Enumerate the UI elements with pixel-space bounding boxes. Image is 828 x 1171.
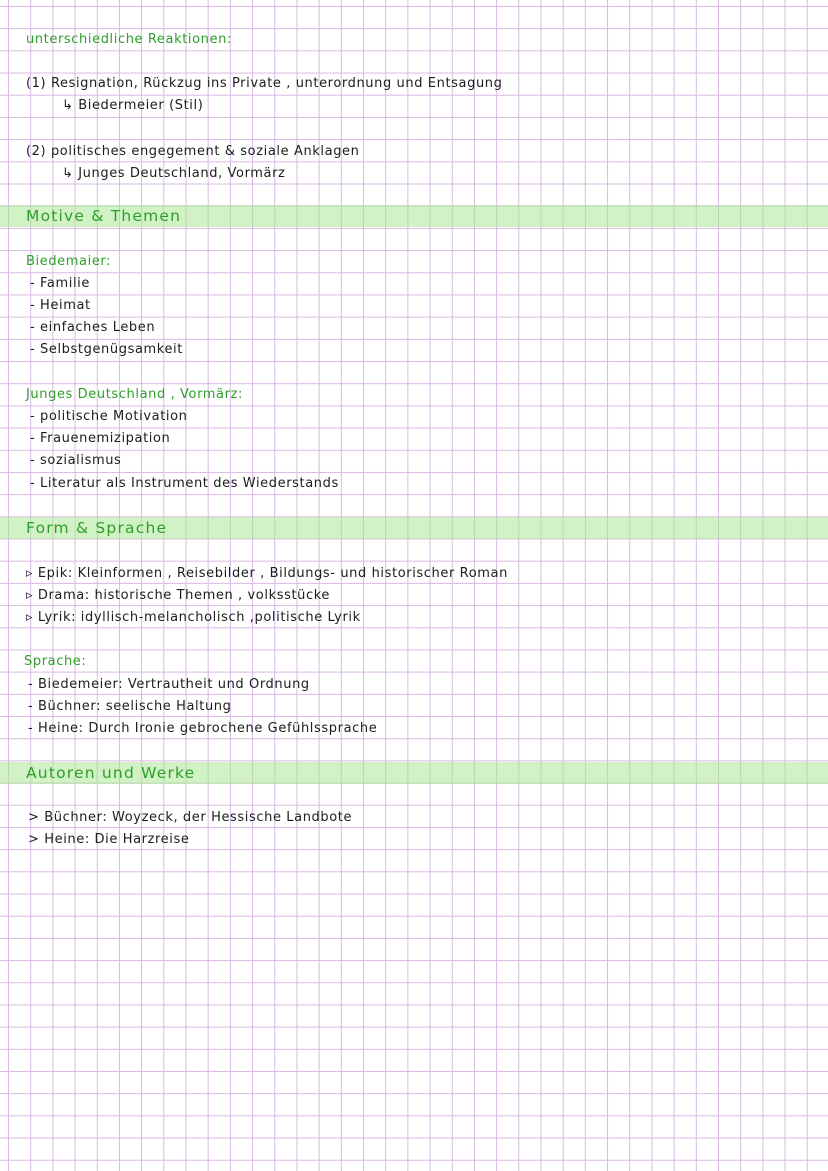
reaction-item-1: (1) Resignation, Rückzug ins Private , unterordnung und Entsagung xyxy=(26,76,503,91)
section-band-form xyxy=(0,517,828,539)
motive-title: Motive & Themen xyxy=(26,207,182,225)
jd-item: - Frauenemizipation xyxy=(30,431,171,446)
reaction-item-2: (2) politisches engegement & soziale Anklagen xyxy=(26,144,360,159)
reaction-item-1-sub: ↳ Biedermeier (Stil) xyxy=(62,98,204,113)
section-band-autoren xyxy=(0,762,828,784)
form-item: ▹ Lyrik: idyllisch-melancholisch ,politische Lyrik xyxy=(26,610,361,625)
jd-item: - Literatur als Instrument des Wiederstands xyxy=(30,476,339,491)
sprache-item: - Biedemeier: Vertrautheit und Ordnung xyxy=(28,677,310,692)
jd-item: - politische Motivation xyxy=(30,409,188,424)
sprache-item: - Heine: Durch Ironie gebrochene Gefühlssprache xyxy=(28,721,378,736)
sprache-item: - Büchner: seelische Haltung xyxy=(28,699,232,714)
autoren-item: > Büchner: Woyzeck, der Hessische Landbote xyxy=(28,810,353,825)
reactions-heading: unterschiedliche Reaktionen: xyxy=(26,32,232,47)
biedermeier-item: - Selbstgenügsamkeit xyxy=(30,342,183,357)
reaction-item-2-sub: ↳ Junges Deutschland, Vormärz xyxy=(62,166,286,181)
sprache-heading: Sprache: xyxy=(24,654,87,669)
jd-heading: Junges Deutschland , Vormärz: xyxy=(26,387,243,402)
jd-item: - sozialismus xyxy=(30,453,122,468)
biedermeier-item: - einfaches Leben xyxy=(30,320,156,335)
biedermeier-item: - Heimat xyxy=(30,298,91,313)
form-title: Form & Sprache xyxy=(26,519,168,537)
form-item: ▹ Drama: historische Themen , volksstücke xyxy=(26,588,330,603)
section-band-motive xyxy=(0,205,828,227)
form-item: ▹ Epik: Kleinformen , Reisebilder , Bildungs- und historischer Roman xyxy=(26,566,508,581)
autoren-item: > Heine: Die Harzreise xyxy=(28,832,190,847)
biedermeier-item: - Familie xyxy=(30,276,90,291)
biedermeier-heading: Biedemaier: xyxy=(26,254,112,269)
autoren-title: Autoren und Werke xyxy=(26,764,196,782)
